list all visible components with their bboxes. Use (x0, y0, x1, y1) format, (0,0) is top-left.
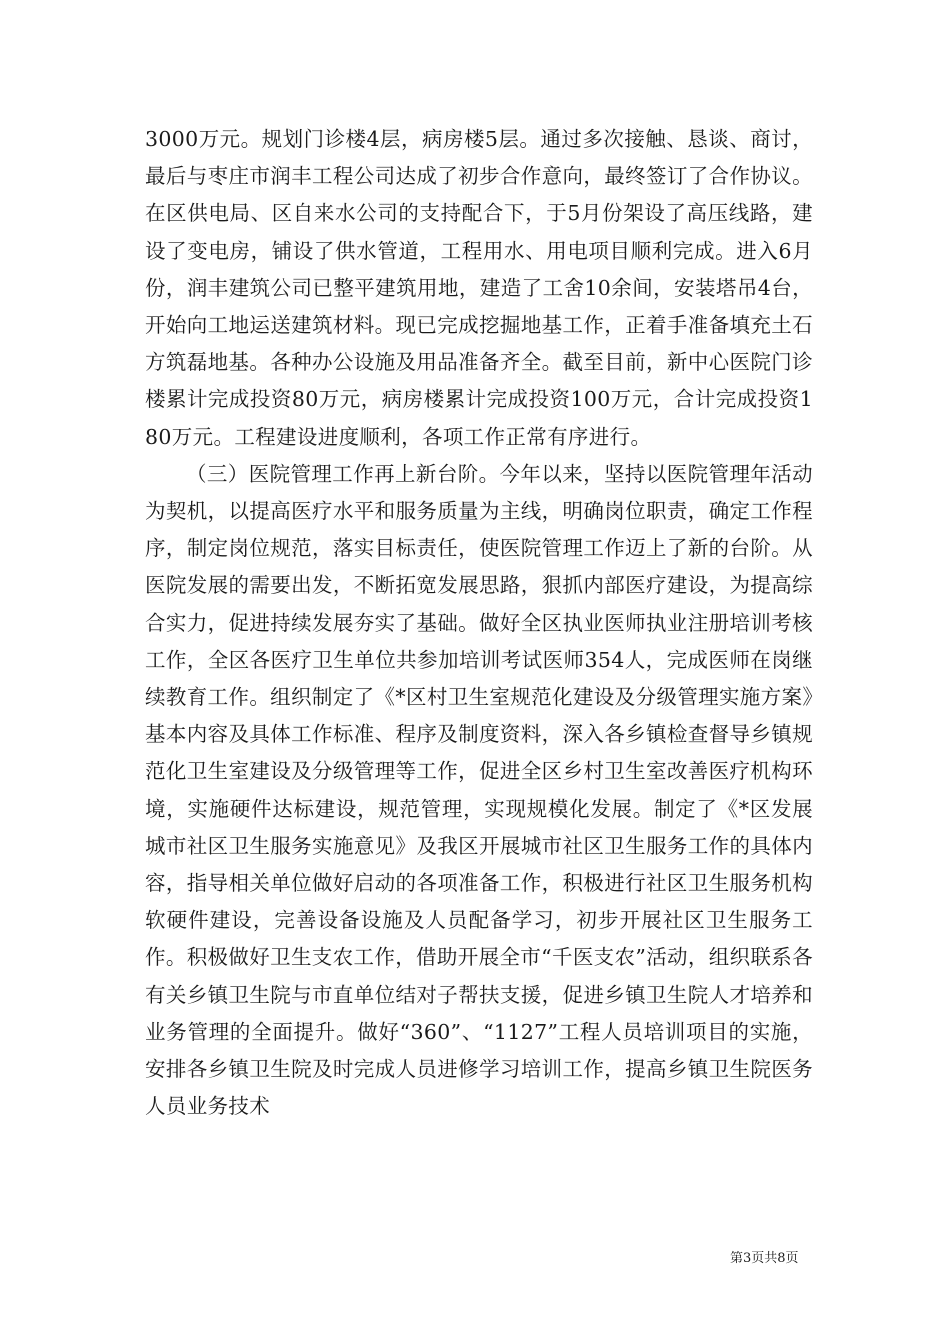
body-paragraph-1: 3000万元。规划门诊楼4层，病房楼5层。通过多次接触、恳谈、商讨，最后与枣庄市润丰工程公司达成了初步合作意向，最终签订了合作协议。在区供电局、区自来水公司的支持配合下，于5月份架设了高压线路，建设了变电房，铺设了供水管道，工程用水、用电项目顺利完成。进入6月份，润丰建筑公司已整平建筑用地，建造了工舍10余间，安装塔吊4台，开始向工地运送建筑材料。现已完成挖掘地基工作，正着手准备填充土石方筑磊地基。各种办公设施及用品准备齐全。截至目前，新中心医院门诊楼累计完成投资80万元，病房楼累计完成投资100万元，合计完成投资180万元。工程建设进度顺利，各项工作正常有序进行。 (145, 127, 813, 449)
page-number-footer: 第3页共8页 (730, 1251, 799, 1266)
body-paragraph-2: （三）医院管理工作再上新台阶。今年以来，坚持以医院管理年活动为契机，以提高医疗水平和服务质量为主线，明确岗位职责，确定工作程序，制定岗位规范，落实目标责任，使医院管理工作迈上了新的台阶。从医院发展的需要出发，不断拓宽发展思路，狠抓内部医疗建设，为提高综合实力，促进持续发展夯实了基础。做好全区执业医师执业注册培训考核工作，全区各医疗卫生单位共参加培训考试医师354人，完成医师在岗继续教育工作。组织制定了《*区村卫生室规范化建设及分级管理实施方案》基本内容及具体工作标准、程序及制度资料，深入各乡镇检查督导乡镇规范化卫生室建设及分级管理等工作，促进全区乡村卫生室改善医疗机构环境，实施硬件达标建设，规范管理，实现规模化发展。制定了《*区发展城市社区卫生服务实施意见》及我区开展城市社区卫生服务工作的具体内容，指导相关单位做好启动的各项准备工作，积极进行社区卫生服务机构软硬件建设，完善设备设施及人员配备学习，初步开展社区卫生服务工作。积极做好卫生支农工作，借助开展全市“千医支农”活动，组织联系各有关乡镇卫生院与市直单位结对子帮扶支援，促进乡镇卫生院人才培养和业务管理的全面提升。做好“360”、“1127”工程人员培训项目的实施，安排各乡镇卫生院及时完成人员进修学习培训工作，提高乡镇卫生院医务人员业务技术 (145, 461, 814, 1119)
document-body (145, 121, 813, 1125)
